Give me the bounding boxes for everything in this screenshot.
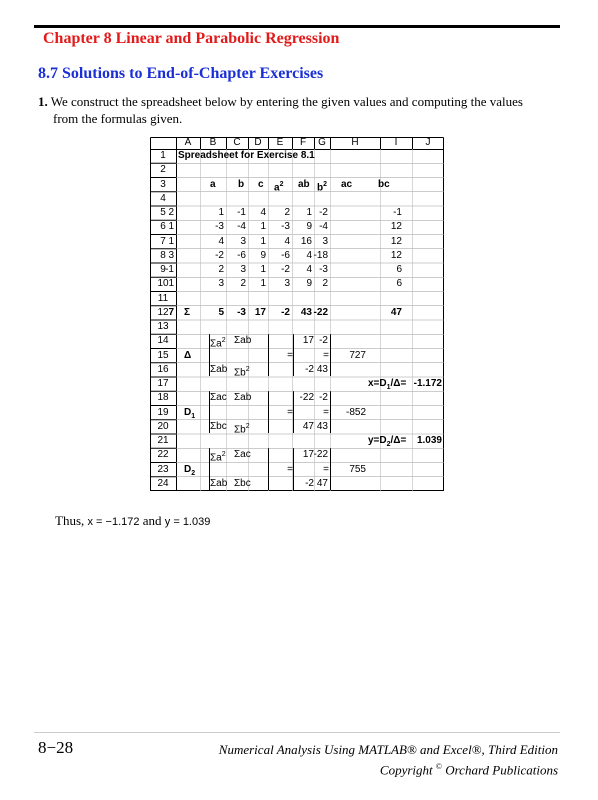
- cell-c: 3: [240, 235, 246, 247]
- d2-r1-v1: 17: [302, 449, 314, 461]
- x-result-value: -1.172: [413, 378, 442, 389]
- d1-r1-l2: Σab: [234, 392, 252, 404]
- cell-bc: -1: [393, 207, 402, 218]
- d2-r2-eq1: =: [287, 463, 293, 475]
- d2-r3-l2: Σbc: [234, 477, 251, 489]
- conclusion-text-1: Thus,: [55, 513, 88, 528]
- page-number: 8−28: [38, 738, 74, 757]
- cell-bc: 6: [396, 278, 402, 290]
- intro-line-2: from the formulas given.: [53, 111, 183, 126]
- d2-r1-l1: $\Sigma a^2$: [210, 451, 226, 464]
- copyright-text: Copyright: [379, 762, 436, 778]
- y-result-label: $y=D_2/\Delta=$: [368, 435, 407, 448]
- cell-a: 1: [168, 235, 174, 247]
- sum-bc: 47: [390, 306, 402, 318]
- cell-b2: 4: [306, 264, 312, 275]
- row-number-16: 16: [157, 363, 169, 375]
- delta-r1-l2: Σab: [234, 335, 252, 347]
- chapter-title: Chapter 8 Linear and Parabolic Regression: [43, 30, 340, 47]
- cell-b2: 16: [300, 235, 312, 247]
- row-number-17: 17: [157, 378, 169, 389]
- header-a2: $a^2$: [274, 180, 284, 193]
- row-number-13: 13: [157, 321, 169, 332]
- column-header-g: G: [318, 137, 326, 148]
- sum-a2: 17: [254, 306, 266, 318]
- cell-ac: -3: [319, 264, 328, 275]
- cell-ab: -6: [281, 249, 290, 261]
- cell-b2: 4: [306, 249, 312, 261]
- header-bc: bc: [378, 178, 390, 190]
- conclusion: [55, 513, 210, 529]
- delta-r3-v1: -2: [305, 363, 314, 375]
- cell-ab: -3: [281, 221, 290, 233]
- cell-ac: -4: [319, 221, 328, 233]
- book-title: Numerical Analysis Using MATLAB® and Excel®, Third Edition: [218, 742, 558, 757]
- cell-bc: 12: [390, 221, 402, 233]
- cell-a2: 1: [260, 235, 266, 247]
- header-ab: ab: [298, 178, 310, 190]
- column-header-c: C: [233, 137, 241, 148]
- sum-ac: -22: [313, 306, 328, 318]
- d1-r2-val: -852: [345, 406, 366, 418]
- d2-r1-v2: -22: [313, 449, 328, 461]
- top-rule: [34, 25, 560, 28]
- row-number-24: 24: [157, 477, 169, 489]
- d1-r1-v1: -22: [299, 392, 314, 404]
- cell-bc: 6: [396, 264, 402, 275]
- conclusion-y: y = 1.039: [164, 516, 211, 528]
- cell-a2: 4: [260, 207, 266, 218]
- row-number-14: 14: [157, 335, 169, 347]
- spreadsheet: [150, 137, 444, 491]
- row-number-10: 10: [157, 278, 169, 290]
- copyright-line: [380, 762, 558, 778]
- d1-label: $D_1$: [184, 406, 196, 420]
- sum-b2: 43: [300, 306, 312, 318]
- exercise-number: 1.: [38, 94, 48, 109]
- sum-a: 7: [168, 306, 174, 318]
- cell-b: 2: [218, 264, 224, 275]
- d1-r2-eq1: =: [287, 406, 293, 418]
- cell-bc: 12: [390, 235, 402, 247]
- row-number-4: 4: [160, 192, 166, 204]
- cell-a: 3: [168, 249, 174, 261]
- cell-ac: 3: [322, 235, 328, 247]
- column-header-i: I: [394, 137, 398, 148]
- column-header-e: E: [276, 137, 284, 148]
- cell-a: 2: [168, 207, 174, 218]
- cell-ab: -2: [281, 264, 290, 275]
- cell-c: 2: [240, 278, 246, 290]
- cell-c: 3: [240, 264, 246, 275]
- column-header-j: J: [425, 137, 431, 148]
- d2-r3-v1: -2: [305, 477, 314, 489]
- y-result-value: 1.039: [416, 435, 442, 446]
- cell-a2: 1: [260, 221, 266, 233]
- d1-r1-l1: Σac: [210, 392, 227, 404]
- column-header-a: A: [184, 137, 192, 148]
- d1-r3-l1: Σbc: [210, 420, 227, 432]
- cell-b: -2: [215, 249, 224, 261]
- conclusion-text-2: and: [139, 513, 165, 528]
- cell-ac: 2: [322, 278, 328, 290]
- cell-a2: 1: [260, 264, 266, 275]
- cell-b2: 1: [306, 207, 312, 218]
- sum-c: -3: [237, 306, 246, 318]
- footer-rule: [34, 732, 560, 733]
- cell-b: -3: [215, 221, 224, 233]
- cell-b2: 9: [306, 221, 312, 233]
- delta-r1-v1: 17: [302, 335, 314, 347]
- d1-r2-eq2: =: [323, 406, 329, 418]
- cell-b: 1: [218, 207, 224, 218]
- x-result-label: $x=D_1/\Delta=$: [368, 378, 407, 391]
- column-header-d: D: [254, 137, 262, 148]
- row-number-12: 12: [157, 306, 169, 318]
- cell-a2: 9: [260, 249, 266, 261]
- cell-ab: 4: [284, 235, 290, 247]
- d2-label: $D_2$: [184, 463, 196, 477]
- row-number-3: 3: [160, 178, 166, 190]
- d1-r3-l2: $\Sigma b^2$: [234, 422, 250, 436]
- cell-b: 3: [218, 278, 224, 290]
- row-number-6: 6: [160, 221, 166, 233]
- row-number-9: 9: [160, 264, 166, 275]
- cell-a: 1: [168, 278, 174, 290]
- sum-b: 5: [218, 306, 224, 318]
- delta-r2-eq2: =: [323, 349, 329, 361]
- column-header-h: H: [351, 137, 359, 148]
- d1-r3-v1: 47: [302, 420, 314, 432]
- cell-a: -1: [165, 264, 174, 275]
- cell-ab: 3: [284, 278, 290, 290]
- publisher-name: Orchard Publications: [441, 762, 558, 778]
- header-b2: $b^2$: [317, 180, 328, 193]
- sigma-label: Σ: [184, 306, 191, 318]
- row-number-7: 7: [160, 235, 166, 247]
- d2-r3-v2: 47: [316, 477, 328, 489]
- section-title: 8.7 Solutions to End-of-Chapter Exercises: [38, 65, 324, 82]
- column-header-b: B: [209, 137, 217, 148]
- cell-ab: 2: [284, 207, 290, 218]
- row-number-2: 2: [160, 164, 166, 176]
- delta-r2-val: 727: [349, 349, 366, 361]
- cell-bc: 12: [390, 249, 402, 261]
- cell-b2: 9: [306, 278, 312, 290]
- cell-a: 1: [168, 221, 174, 233]
- delta-r3-l2: $\Sigma b^2$: [234, 365, 250, 379]
- intro-paragraph: [38, 93, 560, 127]
- column-header-f: F: [299, 137, 307, 148]
- cell-b: 4: [218, 235, 224, 247]
- row-number-22: 22: [157, 449, 169, 461]
- header-a: a: [210, 178, 216, 190]
- d2-r1-l2: Σac: [234, 449, 251, 461]
- row-number-18: 18: [157, 392, 169, 404]
- d1-r1-v2: -2: [319, 392, 328, 404]
- cell-a2: 1: [260, 278, 266, 290]
- intro-line-1: We construct the spreadsheet below by entering the given values and computing the values: [50, 94, 523, 109]
- row-number-5: 5: [160, 207, 166, 218]
- cell-ac: -2: [319, 207, 328, 218]
- row-number-1: 1: [160, 150, 166, 161]
- d2-r2-eq2: =: [323, 463, 329, 475]
- header-ac: ac: [341, 178, 353, 190]
- delta-r1-l1: $\Sigma a^2$: [210, 337, 226, 350]
- delta-r2-eq1: =: [287, 349, 293, 361]
- spreadsheet-title: Spreadsheet for Exercise 8.1: [178, 150, 315, 161]
- delta-label: Δ: [184, 349, 192, 361]
- delta-r1-v2: -2: [319, 335, 328, 347]
- cell-c: -1: [237, 207, 246, 218]
- d1-r3-v2: 43: [316, 420, 328, 432]
- cell-ac: -18: [313, 249, 328, 261]
- conclusion-x: x = −1.172: [87, 516, 140, 528]
- row-number-21: 21: [157, 435, 169, 446]
- header-b: b: [238, 178, 245, 190]
- row-number-19: 19: [157, 406, 169, 418]
- row-number-23: 23: [157, 463, 169, 475]
- header-c: c: [258, 178, 264, 190]
- delta-r3-l1: Σab: [210, 363, 228, 375]
- cell-c: -4: [237, 221, 246, 233]
- cell-c: -6: [237, 249, 246, 261]
- row-number-8: 8: [160, 249, 166, 261]
- row-number-11: 11: [157, 292, 169, 304]
- copyright-symbol: ©: [435, 762, 442, 771]
- delta-r3-v2: 43: [316, 363, 328, 375]
- d2-r3-l1: Σab: [210, 477, 228, 489]
- d2-r2-val: 755: [349, 463, 366, 475]
- sum-ab: -2: [281, 306, 290, 318]
- row-number-15: 15: [157, 349, 169, 361]
- row-number-20: 20: [157, 420, 169, 432]
